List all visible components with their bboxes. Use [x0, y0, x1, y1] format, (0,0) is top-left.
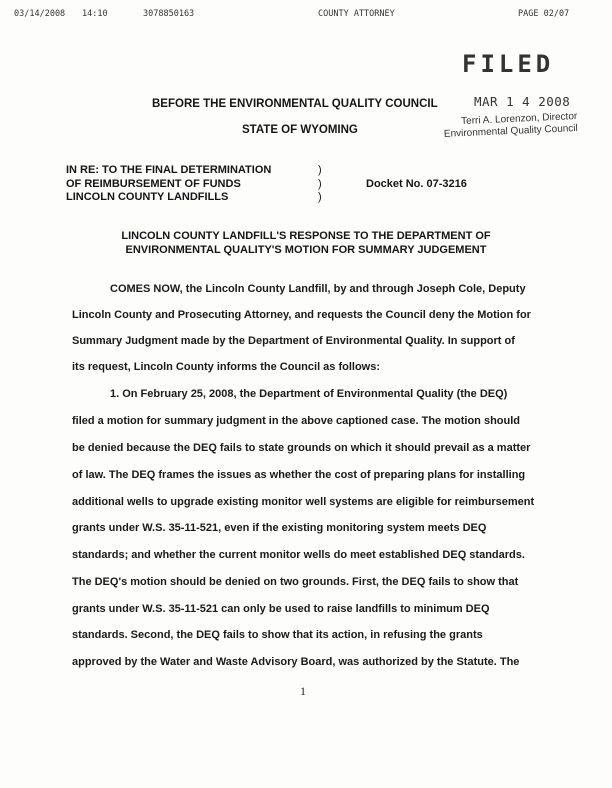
caption-council: BEFORE THE ENVIRONMENTAL QUALITY COUNCIL — [152, 98, 438, 110]
caption-parens: ) ) ) — [318, 164, 322, 203]
filed-stamp-date: MAR 1 4 2008 — [474, 94, 571, 109]
body-line: grants under W.S. 35-11-521, even if the existing monitoring system meets DEQ — [72, 522, 487, 534]
body-line: approved by the Water and Waste Advisory Board, was authorized by the Statute. The — [72, 656, 520, 668]
page-number: 1 — [300, 684, 306, 698]
in-re-line: OF REIMBURSEMENT OF FUNDS — [66, 177, 241, 190]
title-line-1: LINCOLN COUNTY LANDFILL'S RESPONSE TO THE DEPARTMENT OF — [121, 230, 491, 242]
caption-state: STATE OF WYOMING — [242, 124, 358, 136]
body-line: be denied because the DEQ fails to state grounds on which it should prevail as a matter — [72, 442, 531, 454]
in-re-line: LINCOLN COUNTY LANDFILLS — [66, 191, 229, 203]
body-line: additional wells to upgrade existing monitor well systems are eligible for reimbursement — [72, 496, 535, 508]
title-line-2: ENVIRONMENTAL QUALITY'S MOTION FOR SUMMARY JUDGEMENT — [125, 244, 487, 256]
body-line: of law. The DEQ frames the issues as whether the cost of preparing plans for installing — [72, 469, 526, 481]
document-title — [0, 229, 612, 257]
docket-number: Docket No. 07-3216 — [366, 178, 467, 190]
body-line: grants under W.S. 35-11-521 can only be used to raise landfills to minimum DEQ — [72, 603, 490, 615]
fax-header — [0, 9, 612, 23]
body-line: The DEQ's motion should be denied on two grounds. First, the DEQ fails to show that — [72, 576, 519, 588]
body-line: COMES NOW, the Lincoln County Landfill, by and through Joseph Cole, Deputy — [110, 283, 526, 295]
in-re-block — [66, 164, 271, 205]
fax-date: 03/14/2008 — [14, 9, 66, 19]
body-line: Lincoln County and Prosecuting Attorney, and requests the Council deny the Motion for — [72, 309, 531, 321]
filed-stamp: FILED — [462, 50, 555, 78]
body-line: standards; and whether the current monitor wells do meet established DEQ standards. — [72, 549, 525, 561]
fax-page: PAGE 02/07 — [518, 9, 570, 19]
body-line: 1. On February 25, 2008, the Department of Environmental Quality (the DEQ) — [110, 388, 508, 400]
fax-phone: 3078850163 — [143, 9, 195, 19]
stamp-office: Environmental Quality Council — [443, 122, 579, 140]
filed-stamp-signatory — [432, 111, 578, 141]
fax-sender: COUNTY ATTORNEY — [318, 9, 395, 19]
body-line: Summary Judgment made by the Department of Environmental Quality. In support of — [72, 335, 515, 347]
fax-time: 14:10 — [82, 9, 108, 19]
in-re-line: IN RE: TO THE FINAL DETERMINATION — [66, 164, 272, 176]
stamp-name: Terri A. Lorenzon, Director — [460, 111, 578, 128]
body-line: standards. Second, the DEQ fails to show that its action, in refusing the grants — [72, 629, 483, 641]
body-line: its request, Lincoln County informs the Council as follows: — [72, 361, 381, 373]
body-line: filed a motion for summary judgment in the above captioned case. The motion should — [72, 415, 520, 427]
